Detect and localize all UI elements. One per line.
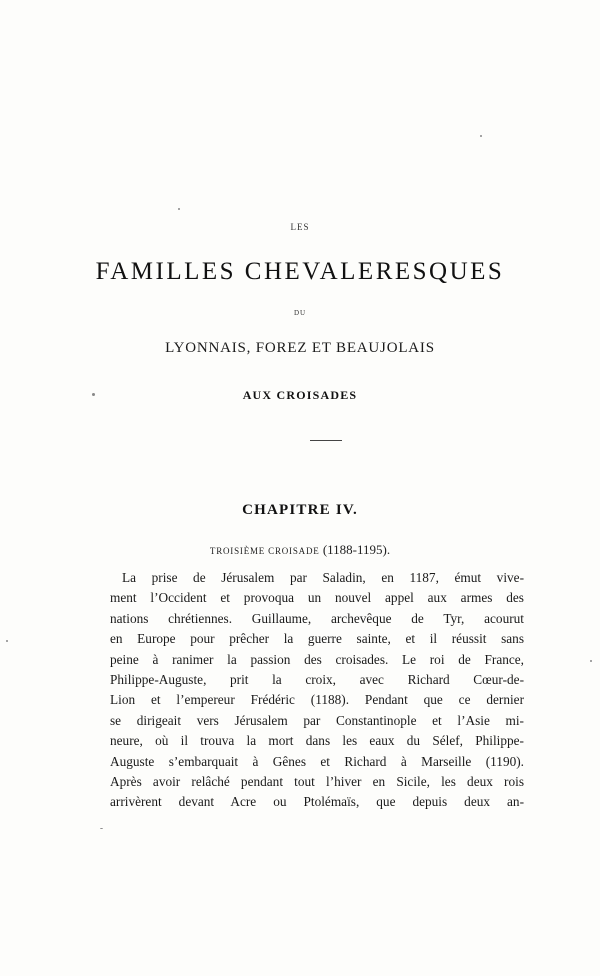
- main-title: FAMILLES CHEVALERESQUES: [95, 258, 505, 285]
- body-paragraph: [110, 568, 524, 813]
- body-line: se dirigeait vers Jérusalem par Constantinople et l’Asie mi-: [110, 712, 524, 728]
- body-line: peine à ranimer la passion des croisades. Le roi de France,: [110, 651, 524, 667]
- body-line: Philippe-Auguste, prit la croix, avec Richard Cœur-de-: [110, 672, 524, 688]
- title-regions: LYONNAIS, FOREZ ET BEAUJOLAIS: [165, 340, 435, 356]
- chapter-subtitle-label: TROISIÈME CROISADE: [209, 546, 320, 556]
- body-line: Auguste s’embarquait à Gênes et Richard à Marseille (1190).: [110, 753, 524, 769]
- scan-speck: [6, 640, 8, 642]
- body-line: nations chrétiennes. Guillaume, archevêque de Tyr, acourut: [110, 610, 524, 626]
- title-du: DU: [293, 309, 307, 317]
- body-line: Lion et l’empereur Frédéric (1188). Pendant que ce dernier: [110, 692, 524, 708]
- scan-speck: [178, 208, 180, 210]
- body-line: La prise de Jérusalem par Saladin, en 1187, émut vive-: [122, 570, 524, 585]
- chapter-subtitle: [0, 542, 600, 558]
- section-divider: [310, 440, 342, 441]
- body-line: neure, où il trouva la mort dans les eaux du Sélef, Philippe-: [110, 733, 524, 749]
- scan-speck: [480, 135, 482, 137]
- chapter-heading: CHAPITRE IV.: [242, 502, 358, 518]
- scan-speck: [92, 393, 95, 396]
- scan-speck: [590, 660, 592, 662]
- body-line: ment l’Occident et provoqua un nouvel appel aux armes des: [110, 590, 524, 606]
- scan-speck: [100, 828, 103, 829]
- body-line: en Europe pour prêcher la guerre sainte, et il réussit sans: [110, 631, 524, 647]
- body-line: arrivèrent devant Acre ou Ptolémaïs, que depuis deux an-: [110, 794, 524, 810]
- body-line: Après avoir relâché pendant tout l’hiver en Sicile, les deux rois: [110, 774, 524, 790]
- title-les: LES: [290, 222, 310, 232]
- chapter-subtitle-dates: (1188-1195).: [322, 542, 391, 557]
- title-croisades: AUX CROISADES: [242, 388, 358, 402]
